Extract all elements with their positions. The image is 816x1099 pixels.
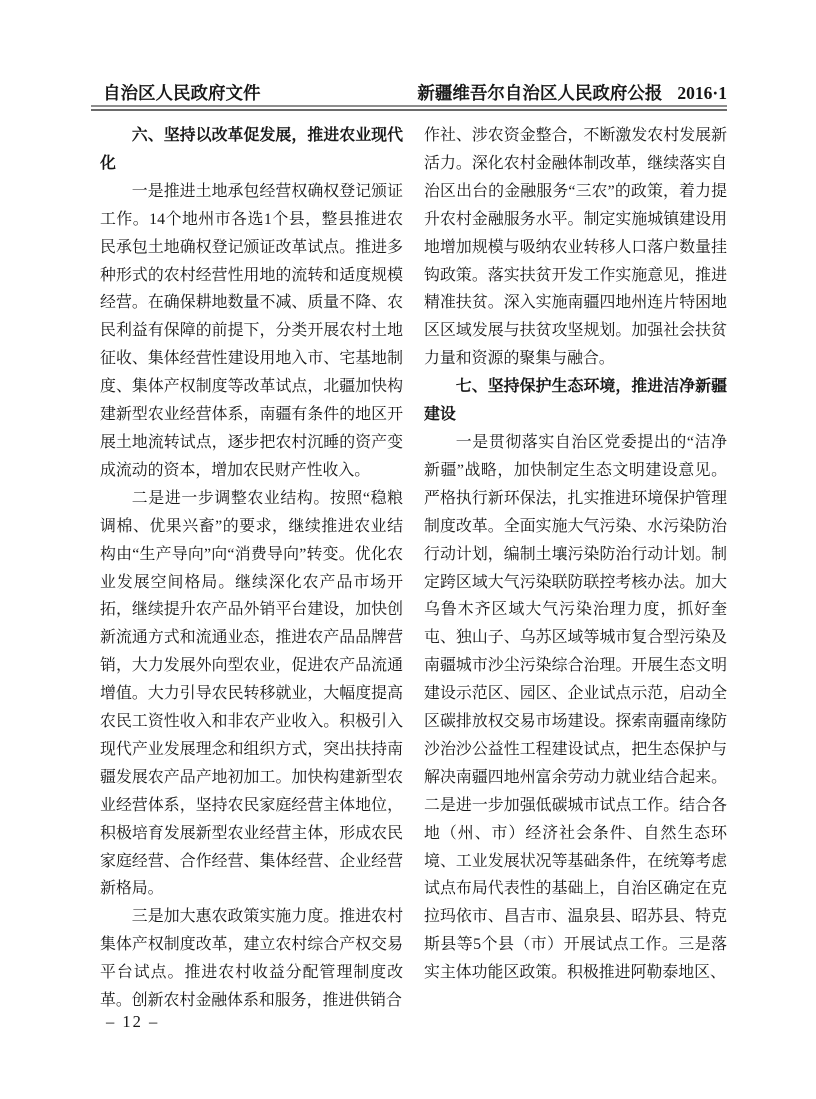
section-heading: 七、坚持保护生态环境，推进洁净新疆建设	[424, 378, 727, 424]
header-section-title: 自治区人民政府文件	[103, 83, 261, 103]
header-publication	[417, 82, 727, 104]
page-header	[103, 82, 727, 104]
left-column	[100, 122, 403, 1015]
body-paragraph: 一是贯彻落实自治区党委提出的“洁净新疆”战略，加快制定生态文明建设意见。严格执行新环保法，扎实推进环境保护管理制度改革。全面实施大气污染、水污染防治行动计划，编制土壤污染防治行动计划。制定跨区域大气污染联防联控考核办法。加大乌鲁木齐区域大气污染治理力度，抓好奎屯、独山子、乌苏区域等城市复合型污染及南疆城市沙尘污染综合治理。开展生态文明建设示范区、园区、企业试点示范，启动全区碳排放权交易市场建设。探索南疆南缘防沙治沙公益性工程建设试点，把生态保护与解决南疆四地州富余劳动力就业结合起来。二是进一步加强低碳城市试点工作。结合各地（州、市）经济社会条件、自然生态环境、工业发展状况等基础条件，在统筹考虑试点布局代表性的基础上，自治区确定在克拉玛依市、昌吉市、温泉县、昭苏县、特克斯县等5个县（市）开展试点工作。三是落实主体功能区政策。积极推进阿勒泰地区、	[424, 433, 727, 982]
header-divider-rule	[91, 105, 727, 111]
section-heading: 六、坚持以改革促发展，推进农业现代化	[100, 127, 403, 172]
body-paragraph: 作社、涉农资金整合，不断激发农村发展新活力。深化农村金融体制改革，继续落实自治区出台的金融服务“三农”的政策，着力提升农村金融服务水平。制定实施城镇建设用地增加规模与吸纳农业转移人口落户数量挂钩政策。落实扶贫开发工作实施意见，推进精准扶贫。深入实施南疆四地州连片特困地区区域发展与扶贫攻坚规划。加强社会扶贫力量和资源的聚集与融合。	[424, 127, 727, 368]
body-paragraph: 三是加大惠农政策实施力度。推进农村集体产权制度改革，建立农村综合产权交易平台试点。推进农村收益分配管理制度改革。创新农村金融体系和服务，推进供销合	[100, 908, 403, 1010]
body-paragraph: 一是推进土地承包经营权确权登记颁证工作。14个地州市各选1个县，整县推进农民承包土地确权登记颁证改革试点。推进多种形式的农村经营性用地的流转和适度规模经营。在确保耕地数量不减、质量不降、农民利益有保障的前提下，分类开展农村土地征收、集体经营性建设用地入市、宅基地制度、集体产权制度等改革试点，北疆加快构建新型农业经营体系，南疆有条件的地区开展土地流转试点，逐步把农村沉睡的资产变成流动的资本，增加农民财产性收入。	[100, 182, 403, 479]
header-publication-title: 新疆维吾尔自治区人民政府公报	[417, 83, 663, 103]
body-columns	[100, 122, 727, 1015]
body-paragraph: 二是进一步调整农业结构。按照“稳粮调棉、优果兴畜”的要求，继续推进农业结构由“生产导向”向“消费导向”转变。优化农业发展空间格局。继续深化农产品市场开拓，继续提升农产品外销平台建设，加快创新流通方式和流通业态，推进农产品品牌营销，大力发展外向型农业，促进农产品流通增值。大力引导农民转移就业，大幅度提高农民工资性收入和非农产业收入。积极引入现代产业发展理念和组织方式，突出扶持南疆发展农产品产地初加工。加快构建新型农业经营体系，坚持农民家庭经营主体地位，积极培育发展新型农业经营主体，形成农民家庭经营、合作经营、集体经营、企业经营新格局。	[100, 489, 403, 898]
right-column	[424, 122, 727, 1015]
page-number: – 12 –	[106, 1012, 160, 1031]
header-issue-number: 2016·1	[677, 83, 727, 103]
